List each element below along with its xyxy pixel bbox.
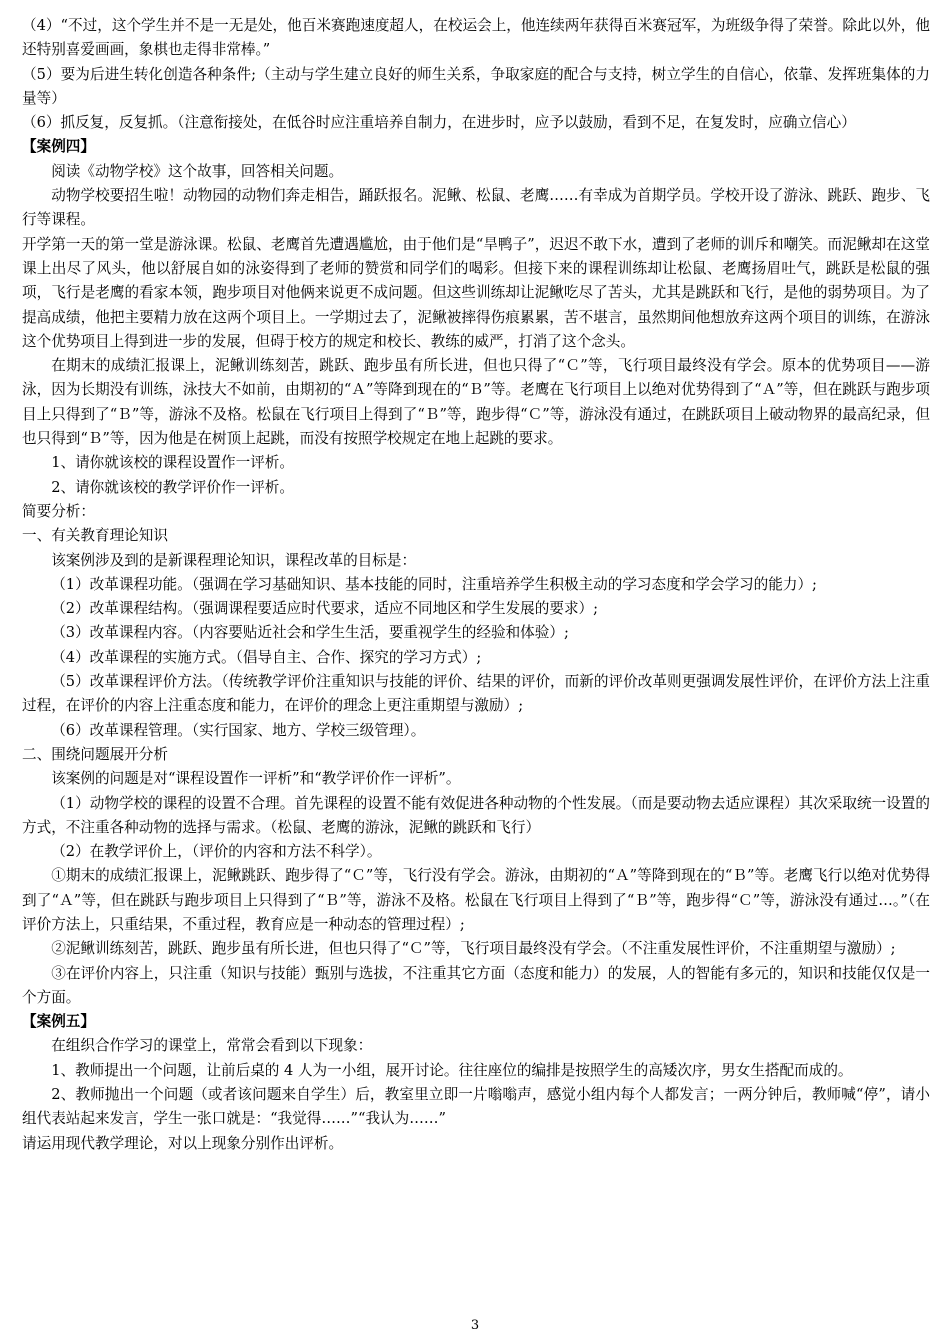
case5-item-1: 1、教师提出一个问题，让前后桌的 4 人为一小组，展开讨论。往往座位的编排是按照学生的高矮次序，男女生搭配而成的。 [51,1061,853,1079]
section-2-title: 二、围绕问题展开分析 [22,745,168,763]
document-page [22,14,930,1156]
reform-goal-4: （4）改革课程的实施方式。（倡导自主、合作、探究的学习方式）; [51,648,482,666]
analysis-point-1: （1）动物学校的课程的设置不合理。首先课程的设置不能有效促进各种动物的个性发展。（而是要动物去适应课程）其次采取统一设置的方式，不注重各种动物的选择与需求。（松鼠、老鹰的游泳，泥鳅的跳跃和飞行） [22,794,930,836]
analysis-point-2c: ③在评价内容上，只注重（知识与技能）甄别与选拔，不注重其它方面（态度和能力）的发展，人的智能有多元的，知识和技能仅仅是一个方面。 [22,964,930,1006]
analysis-point-2: （2）在教学评价上，（评价的内容和方法不科学）。 [51,843,382,861]
reform-goal-1: （1）改革课程功能。（强调在学习基础知识、基本技能的同时，注重培养学生积极主动的学习态度和学会学习的能力）; [51,575,817,593]
case4-intro: 阅读《动物学校》这个故事，回答相关问题。 [51,162,344,180]
case4-question-1: 1、请你就该校的课程设置作一评析。 [51,454,294,472]
case4-heading: 【案例四】 [22,138,95,156]
section-1-title: 一、有关教育理论知识 [22,527,168,545]
section-2-intro: 该案例的问题是对“课程设置作一评析”和“教学评价作一评析”。 [51,770,461,788]
paragraph-item-4: （4）“不过，这个学生并不是一无是处，他百米赛跑速度超人，在校运会上，他连续两年获得百米赛冠军，为班级争得了荣誉。除此以外，他还特别喜爱画画，象棋也走得非常棒。” [22,17,930,59]
page-number: 3 [470,1318,480,1333]
case4-story-paragraph: 动物学校要招生啦！动物园的动物们奔走相告，踊跃报名。泥鳅、松鼠、老鹰‥‥‥有幸成为首期学员。学校开设了游泳、跳跃、跑步、飞行等课程。 [22,187,930,229]
case4-story-paragraph: 开学第一天的第一堂是游泳课。松鼠、老鹰首先遭遇尴尬，由于他们是“旱鸭子”，迟迟不敢下水，遭到了老师的训斥和嘲笑。而泥鳅却在这堂课上出尽了风头，他以舒展自如的泳姿得到了老师的赞赏和同学们的喝彩。但接下来的课程训练却让松鼠、老鹰扬眉吐气，跳跃是松鼠的强项，飞行是老鹰的看家本领，跑步项目对他俩来说更不成问题。但这些训练却让泥鳅吃尽了苦头，尤其是跳跃和飞行，是他的弱势项目。为了提高成绩，他把主要精力放在这两个项目上。一学期过去了，泥鳅被摔得伤痕累累，苦不堪言，虽然期间他想放弃这两个项目的训练，在游泳这个优势项目上得到进一步的发展，但碍于校方的规定和校长、教练的威严，打消了这个念头。 [22,235,930,350]
case5-question: 请运用现代教学理论，对以上现象分别作出评析。 [22,1134,344,1152]
case5-heading: 【案例五】 [22,1013,95,1031]
case5-intro: 在组织合作学习的课堂上，常常会看到以下现象： [51,1037,373,1055]
reform-goal-3: （3）改革课程内容。（内容要贴近社会和学生生活，要重视学生的经验和体验）; [51,624,569,642]
case4-question-2: 2、请你就该校的教学评价作一评析。 [51,478,294,496]
paragraph-item-5: （5）要为后进生转化创造各种条件;（主动与学生建立良好的师生关系，争取家庭的配合与支持，树立学生的自信心，依靠、发挥班集体的力量等） [22,65,930,107]
section-1-intro: 该案例涉及到的是新课程理论知识，课程改革的目标是： [51,551,417,569]
reform-goal-5: （5）改革课程评价方法。（传统教学评价注重知识与技能的评价、结果的评价，而新的评价改革则更强调发展性评价，在评价方法上注重过程，在评价的内容上注重态度和能力，在评价的理念上更注重期望与激励）; [22,673,930,715]
reform-goal-2: （2）改革课程结构。（强调课程要适应时代要求，适应不同地区和学生发展的要求）; [51,600,599,618]
case5-item-2: 2、教师抛出一个问题（或者该问题来自学生）后，教室里立即一片嗡嗡声，感觉小组内每个人都发言；一两分钟后，教师喊“停”，请小组代表站起来发言，学生一张口就是：“我觉得‥‥‥”“我认为‥‥‥” [22,1086,930,1128]
case4-story-paragraph: 在期末的成绩汇报课上，泥鳅训练刻苦，跳跃、跑步虽有所长进，但也只得了“Ｃ”等，飞行项目最终没有学会。原本的优势项目——游泳，因为长期没有训练，泳技大不如前，由期初的“Ａ”等降到现在的“Ｂ”等。老鹰在飞行项目上以绝对优势得到了“Ａ”等，但在跳跃与跑步项目上只得到了“Ｂ”等，游泳不及格。松鼠在飞行项目上得到了“Ｂ”等，跑步得“Ｃ”等，游泳没有通过，在跳跃项目上破动物界的最高纪录，但也只得到“Ｂ”等，因为他是在树顶上起跳，而没有按照学校规定在地上起跳的要求。 [22,357,930,448]
analysis-label: 简要分析： [22,502,95,520]
analysis-point-2b: ②泥鳅训练刻苦，跳跃、跑步虽有所长进，但也只得了“Ｃ”等，飞行项目最终没有学会。（不注重发展性评价，不注重期望与激励）; [51,940,896,958]
reform-goal-6: （6）改革课程管理。（实行国家、地方、学校三级管理）。 [51,721,426,739]
paragraph-item-6: （6）抓反复，反复抓。（注意衔接处，在低谷时应注重培养自制力，在进步时，应予以鼓励，看到不足，在复发时，应确立信心） [22,114,856,132]
analysis-point-2a: ①期末的成绩汇报课上，泥鳅跳跃、跑步得了“Ｃ”等，飞行没有学会。游泳，由期初的“Ａ”等降到现在的“Ｂ”等。老鹰飞行以绝对优势得到了“Ａ”等，但在跳跃与跑步项目上只得到了“Ｂ”等，游泳不及格。松鼠在飞行项目上得到了“Ｂ”等，跑步得“Ｃ”等，游泳没有通过…。”（在评价方法上，只重结果，不重过程，教育应是一种动态的管理过程）; [22,867,930,933]
